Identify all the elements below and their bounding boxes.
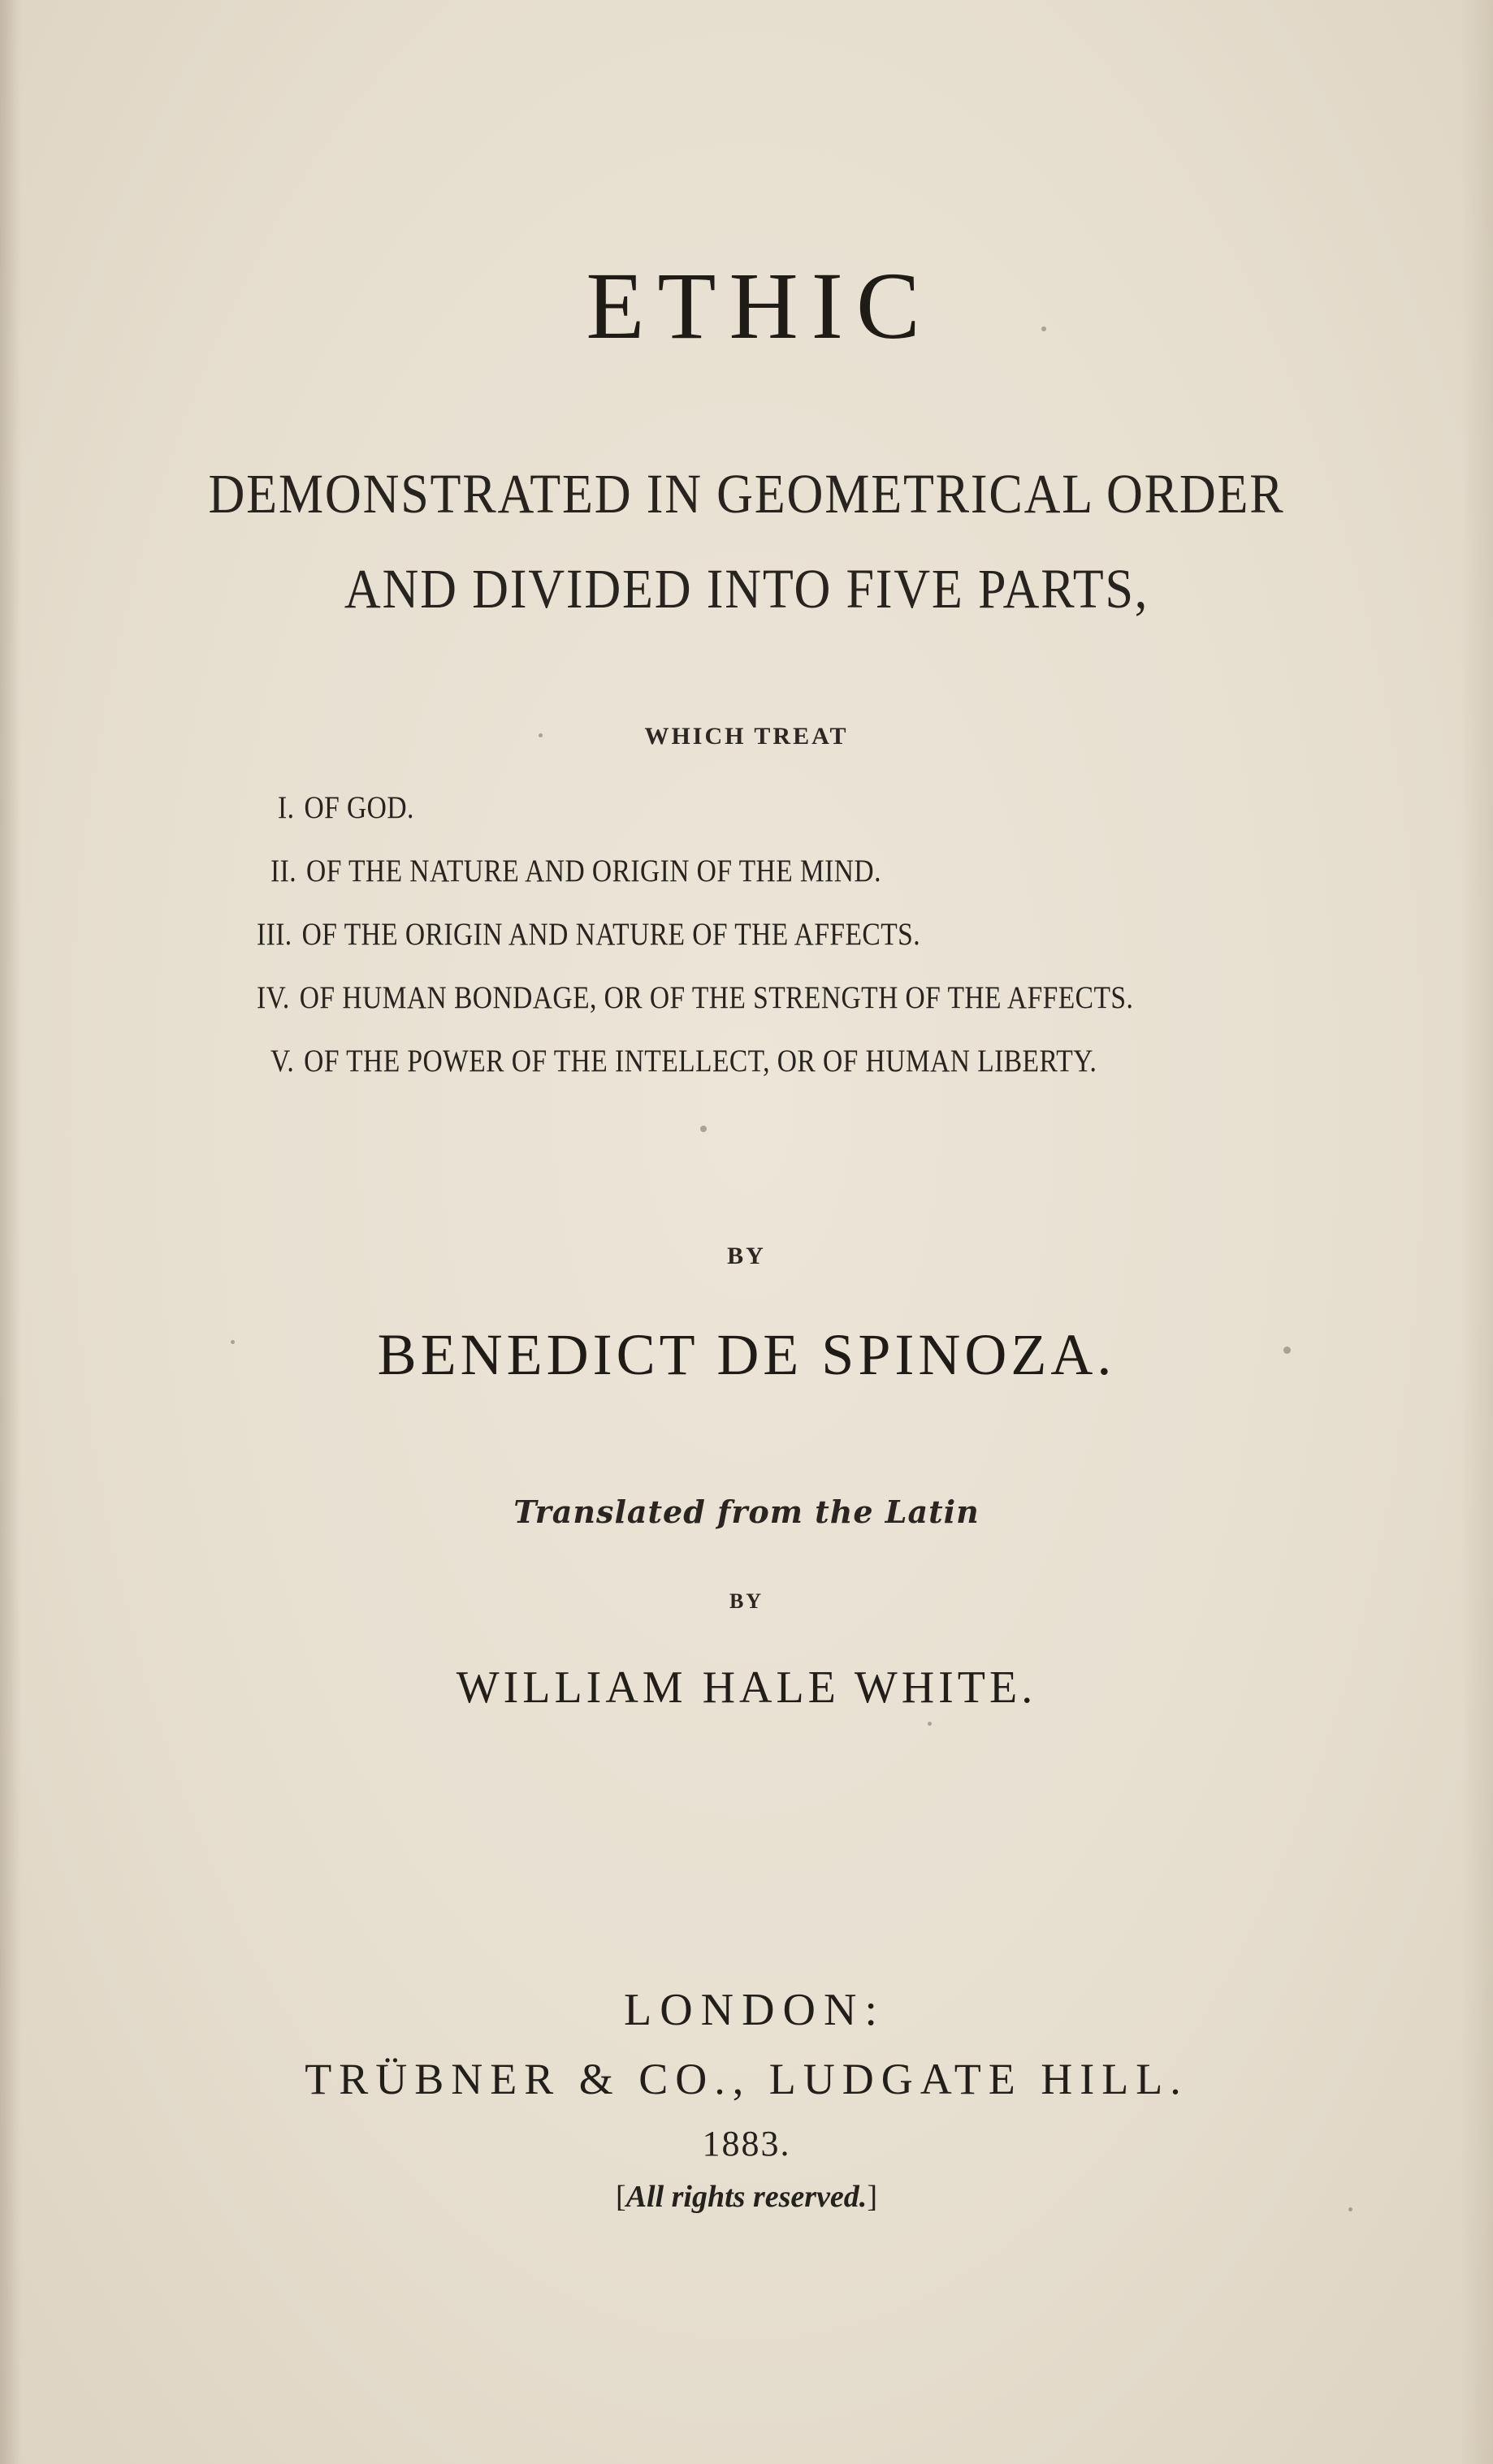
paper-speck: [231, 1340, 235, 1344]
subtitle-line-1: DEMONSTRATED IN GEOMETRICAL ORDER: [208, 463, 1285, 525]
paper-speck: [539, 733, 543, 737]
translated-from-latin: Translated from the Latin: [513, 1494, 980, 1530]
paper-speck: [928, 1722, 932, 1726]
part-text: OF THE NATURE AND ORIGIN OF THE MIND.: [306, 854, 881, 888]
by-author-label: BY: [727, 1243, 766, 1269]
imprint-publisher: TRÜBNER & CO., LUDGATE HILL.: [305, 2055, 1188, 2103]
author-name: BENEDICT DE SPINOZA.: [377, 1322, 1116, 1387]
by-translator-label: BY: [729, 1589, 764, 1613]
imprint-year: 1883.: [702, 2124, 791, 2164]
paper-speck: [1283, 1347, 1291, 1354]
paper-speck: [1348, 2207, 1352, 2211]
which-treat-label: WHICH TREAT: [644, 723, 849, 750]
part-item: [257, 919, 920, 950]
part-numeral: II.: [270, 854, 297, 888]
part-numeral: IV.: [257, 980, 290, 1015]
part-numeral: V.: [270, 1044, 295, 1079]
part-text: OF HUMAN BONDAGE, OR OF THE STRENGTH OF THE AFFECTS.: [299, 980, 1134, 1015]
part-item: [270, 1045, 1097, 1077]
part-text: OF GOD.: [304, 790, 414, 825]
imprint-city: LONDON:: [624, 1985, 885, 2035]
part-text: OF THE POWER OF THE INTELLECT, OR OF HUMAN LIBERTY.: [304, 1044, 1097, 1079]
part-item: [278, 792, 414, 823]
part-item: [257, 982, 1133, 1014]
rights-notice: [0, 2181, 1493, 2212]
part-numeral: I.: [278, 790, 295, 825]
rights-text: All rights reserved.: [625, 2180, 868, 2214]
book-title: ETHIC: [586, 253, 933, 359]
rights-bracket-open: [: [616, 2180, 626, 2214]
paper-speck: [700, 1126, 707, 1132]
part-item: [270, 855, 881, 887]
subtitle-line-2: AND DIVIDED INTO FIVE PARTS,: [344, 558, 1149, 620]
translator-name: WILLIAM HALE WHITE.: [456, 1662, 1037, 1713]
paper-speck: [1041, 326, 1046, 331]
part-text: OF THE ORIGIN AND NATURE OF THE AFFECTS.: [301, 917, 921, 952]
part-numeral: III.: [257, 917, 292, 952]
rights-bracket-close: ]: [867, 2180, 877, 2214]
